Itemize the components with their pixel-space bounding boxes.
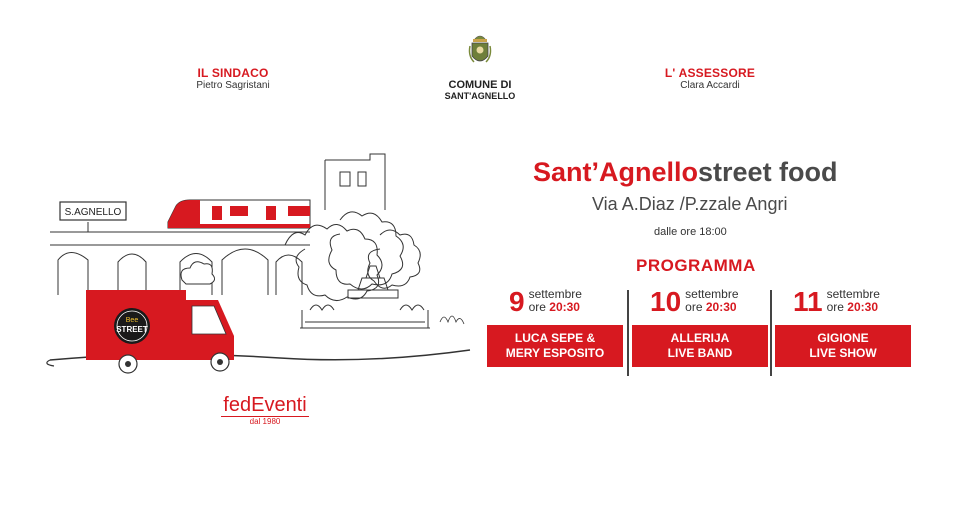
- performer-line2: MERY ESPOSITO: [505, 346, 605, 360]
- performer-line1: GIGIONE: [817, 331, 869, 345]
- date-day: 10: [650, 286, 682, 317]
- mayor-title: IL SINDACO: [197, 66, 269, 80]
- event-time: dalle ore 18:00: [654, 226, 727, 238]
- performer-badge-3: [775, 325, 911, 367]
- date-day: 9: [509, 286, 525, 317]
- councillor-name: Clara Accardi: [680, 80, 740, 91]
- date-hour: 20:30: [705, 300, 737, 314]
- date-ore-label: ore: [528, 300, 546, 314]
- municipality-title: COMUNE DI: [448, 79, 512, 91]
- performer-line1: LUCA SEPE &: [514, 331, 596, 345]
- truck-logo-line2: STREET: [116, 325, 148, 334]
- date-month: settembre: [528, 287, 582, 301]
- event-title-place: Sant’Agnello: [533, 157, 699, 187]
- event-title: [533, 157, 838, 188]
- date-hour: 20:30: [549, 300, 580, 314]
- performer-line2: LIVE BAND: [667, 346, 733, 360]
- performer-line1: ALLERIJA: [670, 331, 730, 345]
- food-truck-icon: [86, 262, 234, 373]
- divider: [627, 290, 629, 376]
- date-hour: 20:30: [847, 300, 878, 314]
- date-header-1: [509, 288, 582, 316]
- performer-badge-2: [632, 325, 768, 367]
- mayor-name: Pietro Sagristani: [196, 80, 270, 91]
- divider: [770, 290, 772, 376]
- event-title-suffix: street food: [698, 157, 838, 187]
- performer-badge-1: [487, 325, 623, 367]
- coat-of-arms-icon: [430, 30, 530, 72]
- truck-logo-line1: Bee: [125, 317, 139, 324]
- date-month: settembre: [826, 287, 880, 301]
- councillor-block: [655, 66, 765, 91]
- date-ore-label: ore: [826, 300, 844, 314]
- train-icon: [168, 200, 310, 228]
- municipality-name: SANT'AGNELLO: [444, 91, 516, 101]
- date-month: settembre: [685, 287, 739, 301]
- program-heading: PROGRAMMA: [636, 256, 756, 275]
- municipality-block: [430, 30, 530, 101]
- brand-block: [205, 394, 325, 426]
- date-day: 11: [793, 286, 823, 317]
- performer-line2: LIVE SHOW: [809, 346, 877, 360]
- brand-since: dal 1980: [249, 417, 281, 426]
- event-location: Via A.Diaz /P.zzale Angri: [592, 194, 788, 214]
- date-ore-label: ore: [685, 300, 703, 314]
- mayor-block: [178, 66, 288, 91]
- station-sign-text: S.AGNELLO: [64, 207, 122, 218]
- councillor-title: L' ASSESSORE: [664, 66, 756, 80]
- date-header-3: [793, 288, 880, 316]
- street-illustration: [40, 150, 480, 380]
- date-header-2: [650, 288, 739, 316]
- brand-logo: fedEventi: [223, 394, 307, 416]
